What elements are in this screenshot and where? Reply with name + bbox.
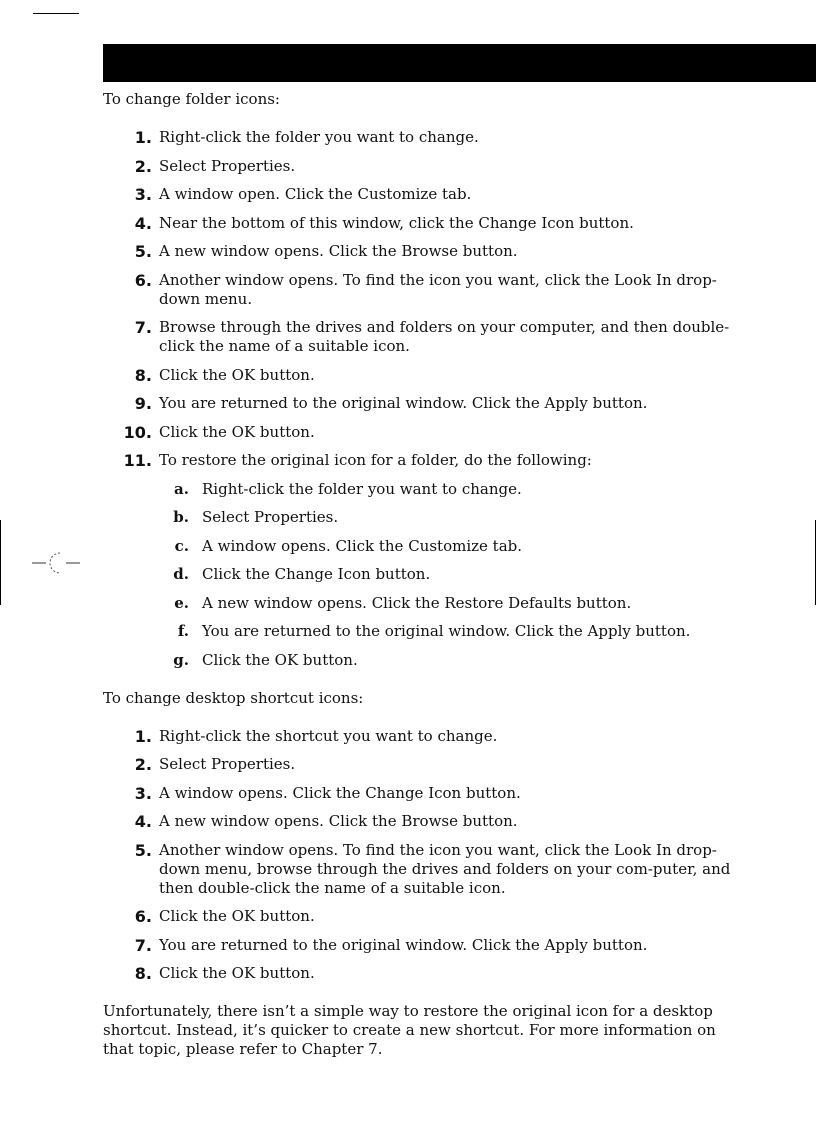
step-number: 1. <box>134 726 152 746</box>
step-number: 3. <box>134 783 152 803</box>
list-item <box>103 128 743 147</box>
substep-letter: d. <box>173 565 189 583</box>
step-number: 1. <box>134 128 152 147</box>
list-item <box>103 964 743 983</box>
step-number: 6. <box>134 270 152 290</box>
list-item <box>103 784 743 803</box>
list-item <box>103 936 743 955</box>
list-item <box>159 508 743 527</box>
substep-letter: f. <box>177 622 189 640</box>
step-text: A new window opens. Click the Browse button. <box>159 812 518 830</box>
step-text: Select Properties. <box>159 156 296 175</box>
step-number: 4. <box>134 812 152 831</box>
list-item <box>103 423 743 442</box>
step-number: 6. <box>134 907 152 926</box>
step-number: 11. <box>123 451 152 470</box>
substep-letter: c. <box>174 536 189 555</box>
list-item <box>159 480 743 499</box>
step-number: 4. <box>134 213 152 233</box>
list-item <box>103 157 743 176</box>
substep-text: Right-click the folder you want to change. <box>202 479 522 498</box>
step-text: Another window opens. To find the icon you want, click the Look In drop-down menu. <box>159 270 717 308</box>
step-text: A window opens. Click the Change Icon button. <box>159 783 521 802</box>
list-item <box>103 271 743 309</box>
step-text: Another window opens. To find the icon you want, click the Look In drop-down menu, browse through the drives and folders on your com-puter, and then double-click the name of a suitable icon. <box>159 840 731 897</box>
substep-text: You are returned to the original window. Click the Apply button. <box>202 622 691 640</box>
step-text: Click the OK button. <box>159 365 315 384</box>
substep-letter: g. <box>173 650 189 669</box>
list-item <box>159 537 743 556</box>
crop-mark-left-upper <box>0 520 1 605</box>
step-text: Click the OK button. <box>159 964 315 982</box>
step-text: Click the OK button. <box>159 422 315 441</box>
registration-mark-icon <box>32 546 80 580</box>
list-item <box>159 651 743 670</box>
step-number: 2. <box>134 755 152 774</box>
step-text: A new window opens. Click the Browse button. <box>159 242 518 260</box>
page-content <box>103 90 743 1059</box>
list-item <box>159 594 743 613</box>
list-item <box>103 841 743 898</box>
substep-text: Click the OK button. <box>202 650 358 669</box>
crop-mark-top-left <box>33 13 79 14</box>
restore-folder-icon-substeps <box>159 480 743 670</box>
substep-text: Select Properties. <box>202 508 339 526</box>
list-item <box>159 622 743 641</box>
substep-text: A new window opens. Click the Restore Defaults button. <box>202 593 632 612</box>
step-text: Near the bottom of this window, click the Change Icon button. <box>159 213 634 232</box>
list-item <box>159 565 743 584</box>
folder-icon-steps <box>103 128 743 670</box>
list-item <box>103 907 743 926</box>
step-number: 5. <box>134 840 152 860</box>
list-item <box>103 451 743 670</box>
step-text: Select Properties. <box>159 755 296 773</box>
step-number: 7. <box>134 318 152 337</box>
list-item <box>103 394 743 413</box>
list-item <box>103 242 743 261</box>
list-item <box>103 185 743 204</box>
step-text: Click the OK button. <box>159 907 315 925</box>
step-number: 7. <box>134 935 152 955</box>
shortcut-icon-steps <box>103 727 743 984</box>
step-text: Browse through the drives and folders on your computer, and then double-click the name of a suitable icon. <box>159 318 730 355</box>
substep-text: Click the Change Icon button. <box>202 565 431 583</box>
list-item <box>103 755 743 774</box>
section-intro-folder-icons: To change folder icons: <box>103 90 280 108</box>
step-number: 9. <box>134 394 152 413</box>
substep-letter: e. <box>174 593 189 612</box>
step-text: You are returned to the original window. Click the Apply button. <box>159 935 648 954</box>
step-number: 3. <box>134 185 152 204</box>
list-item <box>103 318 743 356</box>
step-text: You are returned to the original window. Click the Apply button. <box>159 394 648 412</box>
step-number: 5. <box>134 242 152 261</box>
step-text: Right-click the folder you want to change. <box>159 128 479 146</box>
step-number: 8. <box>134 964 152 983</box>
substep-text: A window opens. Click the Customize tab. <box>202 536 523 555</box>
list-item <box>103 727 743 746</box>
step-number: 2. <box>134 156 152 176</box>
list-item <box>103 812 743 831</box>
step-text: A window open. Click the Customize tab. <box>159 185 472 203</box>
list-item <box>103 366 743 385</box>
step-text: Right-click the shortcut you want to change. <box>159 726 498 745</box>
substep-letter: b. <box>173 508 189 526</box>
substep-letter: a. <box>174 479 189 498</box>
list-item <box>103 214 743 233</box>
step-number: 10. <box>123 422 152 442</box>
step-text: To restore the original icon for a folder, do the following: <box>159 451 592 469</box>
step-number: 8. <box>134 365 152 385</box>
closing-paragraph: Unfortunately, there isn’t a simple way to restore the original icon for a desktop shortcut. Instead, it’s quicker to create a new shortcut. For more information on that topic, please refer to Chapter 7. <box>103 1002 716 1058</box>
header-bar <box>103 44 816 82</box>
section-intro-shortcut-icons: To change desktop shortcut icons: <box>103 688 364 707</box>
